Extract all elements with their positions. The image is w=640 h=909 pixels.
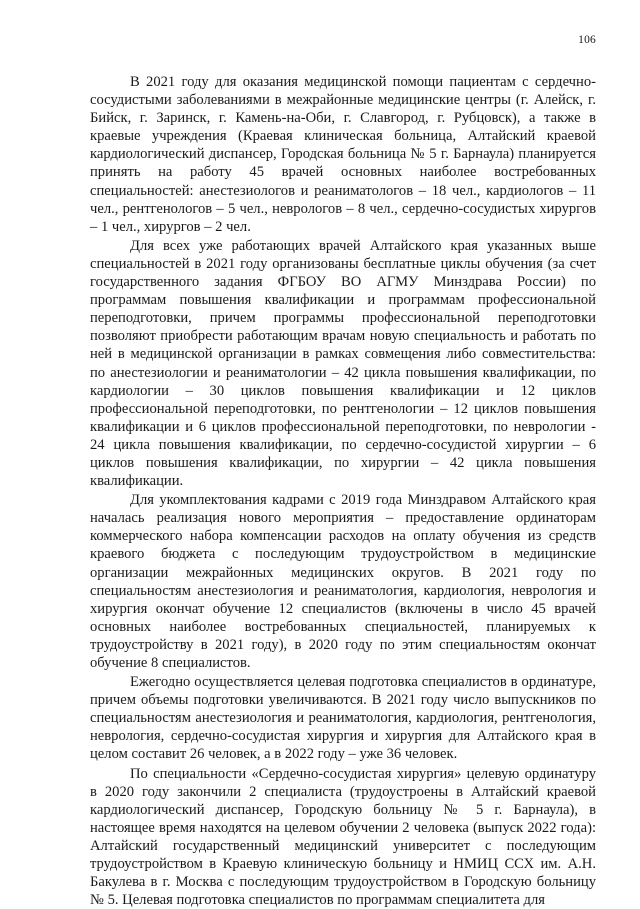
page-number: 106: [578, 34, 596, 46]
paragraph: Ежегодно осуществляется целевая подготовка специалистов в ординатуре, причем объемы подготовки увеличиваются. В 2021 году число выпускников по специальностям анестезиология и реаниматология, кардиология, рентгенология, неврология, сердечно-сосудистая хирургия и хирургия для Алтайского края в целом составит 26 человек, а в 2022 году – уже 36 человек.: [90, 674, 596, 763]
paragraph: Для всех уже работающих врачей Алтайского края указанных выше специальностей в 2021 году организованы бесплатные циклы обучения (за счет государственного задания ФГБОУ ВО АГМУ Минздрава России) по программам повышения квалификации и программам профессиональной переподготовки, причем программы профессиональной переподготовки позволяют приобрести работающим врачам новую специальность и работать по ней в медицинской организации в рамках совмещения либо совместительства: по анестезиологии и реаниматологии – 42 цикла повышения квалификации, по кардиологии – 30 циклов повышения квалификации и 12 циклов профессиональной переподготовки, по рентгенологии – 12 циклов повышения квалификации и 6 циклов профессиональной переподготовки, по неврологии - 24 цикла повышения квалификации, по сердечно-сосудистой хирургии – 6 циклов повышения квалификации, по хирургии – 42 цикла повышения квалификации.: [90, 237, 596, 490]
paragraph: Для укомплектования кадрами с 2019 года Минздравом Алтайского края началась реализация нового мероприятия – предоставление ординаторам коммерческого набора компенсации расходов на оплату обучения из средств краевого бюджета с последующим трудоустройством в медицинские организации межрайонных медицинских округов. В 2021 году по специальностям анестезиология и реаниматология, кардиология, неврология и хирургия окончат обучение 12 специалистов (включены в число 45 врачей основных наиболее востребованных специальностей, планируемых к трудоустройству в 2021 году), в 2020 году по этим специальностям окончат обучение 8 специалистов.: [90, 492, 596, 671]
paragraph: По специальности «Сердечно-сосудистая хирургия» целевую ординатуру в 2020 году закончили 2 специалиста (трудоустроены в Алтайский краевой кардиологический диспансер, Городскую больницу № 5 г. Барнаула), в настоящее время находятся на целевом обучении 2 человека (выпуск 2022 года): Алтайский государственный медицинский университет с последующим трудоустройством в Краевую клиническую больницу и НМИЦ ССХ им. А.Н. Бакулева в г. Москва с последующим трудоустройством в Городскую больницу № 5. Целевая подготовка специалистов по программам специалитета для: [90, 765, 596, 909]
paragraph: В 2021 году для оказания медицинской помощи пациентам с сердечно-сосудистыми заболеваниями в межрайонные медицинские центры (г. Алейск, г. Бийск, г. Заринск, г. Камень-на-Оби, г. Славгород, г. Рубцовск), а также в краевые учреждения (Краевая клиническая больница, Алтайский краевой кардиологический диспансер, Городская больница № 5 г. Барнаула) планируется принять на работу 45 врачей основных наиболее востребованных специальностей: анестезиологов и реаниматологов – 18 чел., кардиологов – 11 чел., рентгенологов – 5 чел., неврологов – 8 чел., сердечно-сосудистых хирургов – 1 чел., хирургов – 2 чел.: [90, 74, 596, 235]
document-body: [90, 73, 596, 909]
